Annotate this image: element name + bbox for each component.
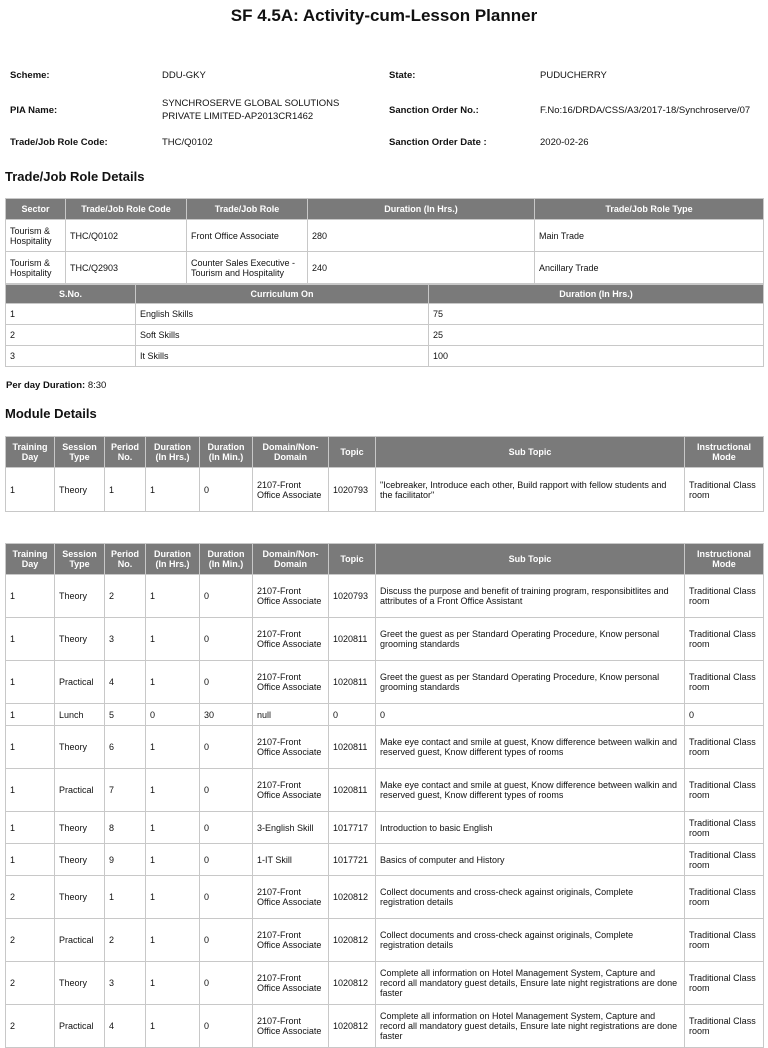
table-cell: 4 bbox=[105, 661, 146, 704]
pia-label: PIA Name: bbox=[10, 104, 58, 116]
table-cell: Theory bbox=[55, 844, 105, 876]
table-row bbox=[6, 962, 764, 1005]
table-cell: 0 bbox=[200, 618, 253, 661]
table-cell: Ancillary Trade bbox=[535, 252, 764, 284]
table-cell: 1 bbox=[146, 919, 200, 962]
table-cell: Traditional Class room bbox=[685, 661, 764, 704]
table-cell: 1 bbox=[6, 769, 55, 812]
table-cell: Traditional Class room bbox=[685, 1005, 764, 1048]
table-cell: 0 bbox=[200, 844, 253, 876]
table-cell: 25 bbox=[429, 325, 764, 346]
table-row bbox=[6, 844, 764, 876]
table-cell: 1020811 bbox=[329, 661, 376, 704]
table-cell: 1 bbox=[105, 468, 146, 512]
table-cell: 3-English Skill bbox=[253, 812, 329, 844]
table-cell: 0 bbox=[200, 812, 253, 844]
table-cell: 0 bbox=[200, 876, 253, 919]
table-cell: 1 bbox=[146, 618, 200, 661]
column-header: Sub Topic bbox=[376, 544, 685, 575]
table-cell: Complete all information on Hotel Management System, Capture and record all mandatory guest details, Ensure late night registrations are done faster bbox=[376, 1005, 685, 1048]
table-cell: Make eye contact and smile at guest, Know difference between walkin and reserved guest, Know different types of rooms bbox=[376, 726, 685, 769]
table-cell: 2107-Front Office Associate bbox=[253, 919, 329, 962]
table-row bbox=[6, 575, 764, 618]
sanction-no-value: F.No:16/DRDA/CSS/A3/2017-18/Synchroserve/07 bbox=[540, 104, 751, 116]
table-cell: Soft Skills bbox=[136, 325, 429, 346]
pia-value-line2: PRIVATE LIMITED-AP2013CR1462 bbox=[162, 111, 314, 122]
trade-section-heading: Trade/Job Role Details bbox=[5, 169, 145, 184]
table-cell: Complete all information on Hotel Management System, Capture and record all mandatory guest details, Ensure late night registrations are done faster bbox=[376, 962, 685, 1005]
table-row bbox=[6, 919, 764, 962]
per-day-duration bbox=[6, 380, 106, 391]
role-code-value: THC/Q0102 bbox=[162, 137, 213, 148]
table-cell: 0 bbox=[146, 704, 200, 726]
table-cell: 1 bbox=[146, 844, 200, 876]
table-cell: 1020812 bbox=[329, 876, 376, 919]
table-cell: Greet the guest as per Standard Operating Procedure, Know personal grooming standards bbox=[376, 618, 685, 661]
table-cell: 1 bbox=[146, 962, 200, 1005]
table-cell: 0 bbox=[685, 704, 764, 726]
column-header: Duration (In Hrs.) bbox=[146, 437, 200, 468]
module-rows bbox=[6, 575, 764, 1048]
table-cell: Theory bbox=[55, 962, 105, 1005]
table-cell: Theory bbox=[55, 812, 105, 844]
table-cell: 1020811 bbox=[329, 769, 376, 812]
table-cell: 7 bbox=[105, 769, 146, 812]
table-cell: 2107-Front Office Associate bbox=[253, 618, 329, 661]
scheme-info bbox=[10, 60, 760, 156]
table-cell: 1020812 bbox=[329, 919, 376, 962]
column-header: Training Day bbox=[6, 437, 55, 468]
column-header: Duration (In Hrs.) bbox=[308, 199, 535, 220]
table-row bbox=[6, 346, 764, 367]
table-cell: Traditional Class room bbox=[685, 919, 764, 962]
table-cell: 1020811 bbox=[329, 618, 376, 661]
table-cell: "Icebreaker, Introduce each other, Build rapport with fellow students and the facilitator" bbox=[376, 468, 685, 512]
table-cell: 1017717 bbox=[329, 812, 376, 844]
table-cell: 8 bbox=[105, 812, 146, 844]
table-row bbox=[6, 1005, 764, 1048]
table-cell: 6 bbox=[105, 726, 146, 769]
table-cell: 0 bbox=[329, 704, 376, 726]
table-row bbox=[6, 325, 764, 346]
pia-value-line1: SYNCHROSERVE GLOBAL SOLUTIONS bbox=[162, 98, 340, 109]
table-cell: 1 bbox=[6, 704, 55, 726]
table-cell: 1 bbox=[6, 304, 136, 325]
table-cell: 5 bbox=[105, 704, 146, 726]
table-cell: Main Trade bbox=[535, 220, 764, 252]
table-cell: THC/Q2903 bbox=[66, 252, 187, 284]
column-header: Period No. bbox=[105, 544, 146, 575]
table-cell: 0 bbox=[200, 468, 253, 512]
trade-header-row bbox=[6, 199, 764, 220]
table-cell: 3 bbox=[105, 962, 146, 1005]
table-cell: 0 bbox=[200, 769, 253, 812]
table-cell: Traditional Class room bbox=[685, 769, 764, 812]
column-header: Training Day bbox=[6, 544, 55, 575]
table-cell: 1 bbox=[6, 726, 55, 769]
per-day-label: Per day Duration: bbox=[6, 380, 86, 391]
column-header: Trade/Job Role bbox=[187, 199, 308, 220]
column-header: Session Type bbox=[55, 437, 105, 468]
table-cell: 1 bbox=[6, 468, 55, 512]
table-cell: Discuss the purpose and benefit of training program, responsibitlites and attributes of a Front Office Assistant bbox=[376, 575, 685, 618]
column-header: Instructional Mode bbox=[685, 437, 764, 468]
table-cell: 1 bbox=[146, 468, 200, 512]
table-cell: English Skills bbox=[136, 304, 429, 325]
table-cell: 0 bbox=[200, 1005, 253, 1048]
table-cell: 2 bbox=[6, 962, 55, 1005]
table-row bbox=[6, 876, 764, 919]
table-row bbox=[6, 726, 764, 769]
sanction-no-label: Sanction Order No.: bbox=[389, 104, 479, 116]
table-cell: 2 bbox=[6, 1005, 55, 1048]
scheme-label: Scheme: bbox=[10, 70, 50, 81]
module-header-row bbox=[6, 437, 764, 468]
table-cell: 1 bbox=[6, 844, 55, 876]
column-header: Sector bbox=[6, 199, 66, 220]
table-cell: 1 bbox=[146, 575, 200, 618]
table-cell: 100 bbox=[429, 346, 764, 367]
table-cell: Traditional Class room bbox=[685, 726, 764, 769]
table-row bbox=[6, 769, 764, 812]
table-cell: 1 bbox=[146, 1005, 200, 1048]
table-cell: 1020812 bbox=[329, 962, 376, 1005]
table-row bbox=[6, 704, 764, 726]
table-row bbox=[6, 252, 764, 284]
table-cell: 1020793 bbox=[329, 468, 376, 512]
table-cell: 1 bbox=[105, 876, 146, 919]
table-cell: 2107-Front Office Associate bbox=[253, 575, 329, 618]
table-cell: 1 bbox=[146, 726, 200, 769]
table-cell: 1 bbox=[146, 661, 200, 704]
table-cell: Front Office Associate bbox=[187, 220, 308, 252]
table-cell: 0 bbox=[200, 575, 253, 618]
column-header: Period No. bbox=[105, 437, 146, 468]
table-cell: Lunch bbox=[55, 704, 105, 726]
column-header: Topic bbox=[329, 544, 376, 575]
trade-table bbox=[5, 198, 764, 284]
table-row bbox=[6, 661, 764, 704]
table-cell: Traditional Class room bbox=[685, 962, 764, 1005]
table-cell: Traditional Class room bbox=[685, 812, 764, 844]
column-header: Sub Topic bbox=[376, 437, 685, 468]
table-cell: 2107-Front Office Associate bbox=[253, 769, 329, 812]
table-cell: 2107-Front Office Associate bbox=[253, 468, 329, 512]
table-cell: 2107-Front Office Associate bbox=[253, 726, 329, 769]
table-cell: 0 bbox=[200, 962, 253, 1005]
table-cell: Introduction to basic English bbox=[376, 812, 685, 844]
table-row bbox=[6, 618, 764, 661]
table-cell: 0 bbox=[200, 919, 253, 962]
table-cell: Traditional Class room bbox=[685, 844, 764, 876]
table-cell: Theory bbox=[55, 618, 105, 661]
table-cell: 1 bbox=[6, 575, 55, 618]
module-table-2 bbox=[5, 543, 764, 1048]
table-cell: 2 bbox=[6, 919, 55, 962]
curriculum-table bbox=[5, 284, 764, 367]
table-row bbox=[6, 812, 764, 844]
pia-value bbox=[162, 97, 389, 123]
table-cell: THC/Q0102 bbox=[66, 220, 187, 252]
table-cell: 2 bbox=[6, 876, 55, 919]
module-table-1 bbox=[5, 436, 764, 512]
table-cell: Tourism & Hospitality bbox=[6, 252, 66, 284]
sanction-date-value: 2020-02-26 bbox=[540, 137, 589, 148]
table-cell: Greet the guest as per Standard Operating Procedure, Know personal grooming standards bbox=[376, 661, 685, 704]
table-cell: Traditional Class room bbox=[685, 876, 764, 919]
table-cell: 3 bbox=[105, 618, 146, 661]
curriculum-header-row bbox=[6, 285, 764, 304]
table-row bbox=[6, 304, 764, 325]
table-cell: 1020793 bbox=[329, 575, 376, 618]
state-value: PUDUCHERRY bbox=[540, 70, 607, 81]
table-cell: 2107-Front Office Associate bbox=[253, 876, 329, 919]
table-cell: 3 bbox=[6, 346, 136, 367]
table-cell: Collect documents and cross-check against originals, Complete registration details bbox=[376, 919, 685, 962]
column-header: Trade/Job Role Code bbox=[66, 199, 187, 220]
table-cell: 1-IT Skill bbox=[253, 844, 329, 876]
table-row bbox=[6, 468, 764, 512]
curriculum-rows bbox=[6, 304, 764, 367]
column-header: Duration (In Hrs.) bbox=[429, 285, 764, 304]
table-cell: 4 bbox=[105, 1005, 146, 1048]
table-cell: 1 bbox=[6, 812, 55, 844]
table-cell: 1020812 bbox=[329, 1005, 376, 1048]
scheme-value: DDU-GKY bbox=[162, 70, 206, 81]
trade-rows bbox=[6, 220, 764, 284]
per-day-value: 8:30 bbox=[87, 380, 107, 391]
column-header: Duration (In Min.) bbox=[200, 544, 253, 575]
table-cell: 1 bbox=[6, 618, 55, 661]
table-cell: null bbox=[253, 704, 329, 726]
table-cell: 2107-Front Office Associate bbox=[253, 661, 329, 704]
table-cell: Theory bbox=[55, 575, 105, 618]
sanction-date-label: Sanction Order Date : bbox=[389, 137, 487, 148]
table-cell: 0 bbox=[376, 704, 685, 726]
column-header: Domain/Non-Domain bbox=[253, 544, 329, 575]
table-cell: Counter Sales Executive - Tourism and Hospitality bbox=[187, 252, 308, 284]
table-cell: Theory bbox=[55, 468, 105, 512]
table-cell: 2107-Front Office Associate bbox=[253, 1005, 329, 1048]
state-label: State: bbox=[389, 70, 416, 81]
table-cell: It Skills bbox=[136, 346, 429, 367]
column-header: Session Type bbox=[55, 544, 105, 575]
column-header: Duration (In Hrs.) bbox=[146, 544, 200, 575]
table-cell: Traditional Class room bbox=[685, 575, 764, 618]
table-cell: Practical bbox=[55, 769, 105, 812]
table-cell: 30 bbox=[200, 704, 253, 726]
table-cell: 1020811 bbox=[329, 726, 376, 769]
table-cell: 2 bbox=[105, 575, 146, 618]
table-cell: 0 bbox=[200, 726, 253, 769]
table-cell: 1 bbox=[146, 769, 200, 812]
role-code-label: Trade/Job Role Code: bbox=[10, 137, 108, 148]
table-row bbox=[6, 220, 764, 252]
table-cell: 9 bbox=[105, 844, 146, 876]
table-cell: Theory bbox=[55, 876, 105, 919]
column-header: Curriculum On bbox=[136, 285, 429, 304]
table-cell: 240 bbox=[308, 252, 535, 284]
table-cell: Make eye contact and smile at guest, Know difference between walkin and reserved guest, Know different types of rooms bbox=[376, 769, 685, 812]
table-cell: Practical bbox=[55, 919, 105, 962]
table-cell: Practical bbox=[55, 1005, 105, 1048]
table-cell: 0 bbox=[200, 661, 253, 704]
page-title: SF 4.5A: Activity-cum-Lesson Planner bbox=[230, 6, 538, 25]
table-cell: 2 bbox=[105, 919, 146, 962]
table-cell: Traditional Class room bbox=[685, 618, 764, 661]
column-header: S.No. bbox=[6, 285, 136, 304]
table-cell: Practical bbox=[55, 661, 105, 704]
table-cell: 2 bbox=[6, 325, 136, 346]
module-rows bbox=[6, 468, 764, 512]
table-cell: 2107-Front Office Associate bbox=[253, 962, 329, 1005]
table-cell: 75 bbox=[429, 304, 764, 325]
module-section-heading: Module Details bbox=[5, 406, 97, 421]
column-header: Domain/Non-Domain bbox=[253, 437, 329, 468]
table-cell: Theory bbox=[55, 726, 105, 769]
column-header: Duration (In Min.) bbox=[200, 437, 253, 468]
table-cell: 1 bbox=[6, 661, 55, 704]
table-cell: 1 bbox=[146, 812, 200, 844]
column-header: Instructional Mode bbox=[685, 544, 764, 575]
module-header-row bbox=[6, 544, 764, 575]
column-header: Topic bbox=[329, 437, 376, 468]
table-cell: 280 bbox=[308, 220, 535, 252]
table-cell: Traditional Class room bbox=[685, 468, 764, 512]
column-header: Trade/Job Role Type bbox=[535, 199, 764, 220]
table-cell: Collect documents and cross-check against originals, Complete registration details bbox=[376, 876, 685, 919]
table-cell: Tourism & Hospitality bbox=[6, 220, 66, 252]
table-cell: Basics of computer and History bbox=[376, 844, 685, 876]
table-cell: 1017721 bbox=[329, 844, 376, 876]
table-cell: 1 bbox=[146, 876, 200, 919]
